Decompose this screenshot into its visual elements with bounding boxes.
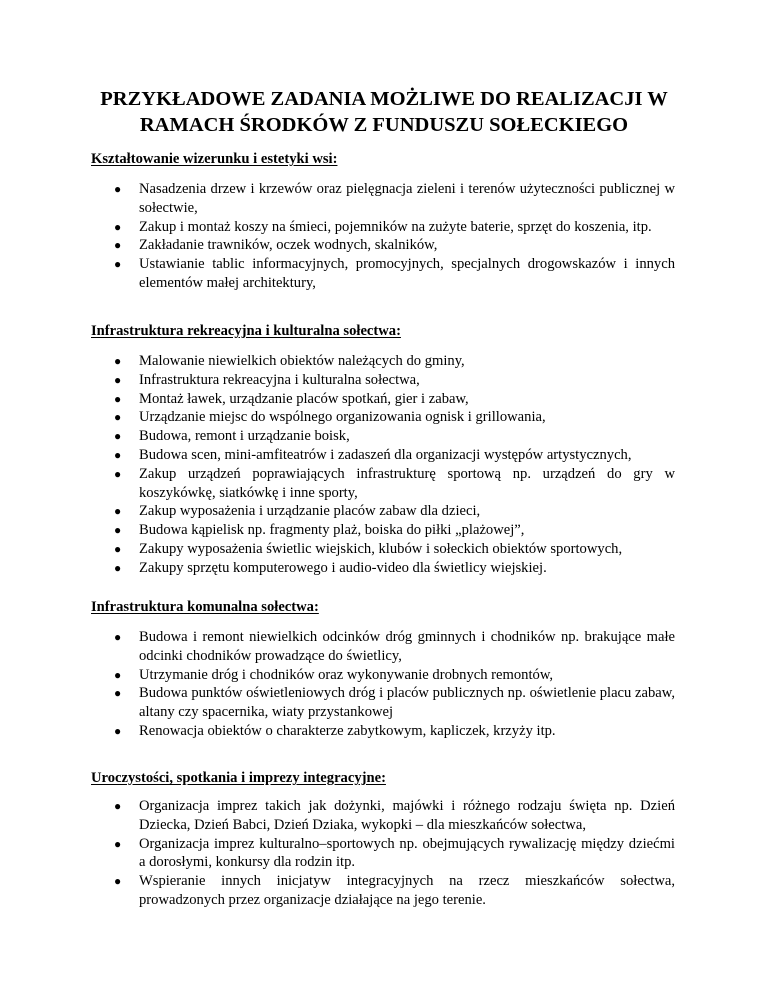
list-item: ● Montaż ławek, urządzanie placów spotkań, gier i zabaw, [114,390,469,407]
list-item: ● Budowa, remont i urządzanie boisk, [114,428,350,445]
list-item: ● Organizacja imprez takich jak dożynki, majówki i różnego rodzaju święta np. Dzień Dziecka, Dzień Babci, Dzień Dziaka, wykopki – dla mieszkańców sołectwa, [114,798,675,833]
bullet-icon: ● [114,723,122,738]
bullet-icon: ● [114,541,122,556]
list-item: ● Budowa i remont niewielkich odcinków dróg gminnych i chodników np. brakujące małe odcinki chodników prowadzące do świetlicy, [114,629,675,664]
bullet-icon: ● [114,391,122,406]
bullet-icon: ● [114,219,122,234]
bullet-icon: ● [114,410,122,425]
bullet-icon: ● [114,874,122,889]
list-item: ● Zakładanie trawników, oczek wodnych, skalników, [114,237,438,254]
bullet-icon: ● [114,447,122,462]
list-item: ● Budowa punktów oświetleniowych dróg i placów publicznych np. oświetlenie placu zabaw, altany czy spacernika, wiaty przystankowej [114,685,675,721]
bullet-icon: ● [114,667,122,682]
list-item: ● Renowacja obiektów o charakterze zabytkowym, kapliczek, krzyży itp. [114,722,556,739]
bullet-icon: ● [114,257,122,272]
list-item: ● Zakup wyposażenia i urządzanie placów zabaw dla dzieci, [114,503,481,520]
section-heading-rekreacja: Infrastruktura rekreacyjna i kulturalna sołectwa: [91,323,401,339]
bullet-icon: ● [114,354,122,368]
section-heading-wizerunek: Kształtowanie wizerunku i estetyki wsi: [91,151,338,167]
bullet-icon: ● [114,504,122,519]
bullet-icon: ● [114,686,122,701]
bullet-icon: ● [114,799,122,813]
bullet-icon: ● [114,238,122,253]
section-heading-uroczystosci: Uroczystości, spotkania i imprezy integracyjne: [91,770,386,786]
list-item: ● Budowa kąpielisk np. fragmenty plaż, boiska do piłki „plażowej”, [114,522,525,539]
list-item: ● Nasadzenia drzew i krzewów oraz pielęgnacja zieleni i terenów użyteczności publicznej w sołectwie, [114,181,675,216]
section-list-komunalna [0,628,675,741]
bullet-icon: ● [114,182,122,196]
list-item: ● Urządzanie miejsc do wspólnego organizowania ognisk i grillowania, [114,409,546,426]
list-item: ● Organizacja imprez kulturalno–sportowych np. obejmujących rywalizację między dziećmi a dorosłymi, konkursy dla rodzin itp. [114,835,675,871]
list-item: ● Infrastruktura rekreacyjna i kulturalna sołectwa, [114,371,420,388]
bullet-icon: ● [114,630,122,644]
list-item: ● Zakup urządzeń poprawiających infrastrukturę sportową np. urządzeń do gry w koszykówkę, siatkówkę i inne sporty, [114,465,675,501]
bullet-icon: ● [114,523,122,538]
section-list-wizerunek [0,180,675,293]
bullet-icon: ● [114,560,122,575]
list-item: ● Utrzymanie dróg i chodników oraz wykonywanie drobnych remontów, [114,666,554,683]
list-item: ● Wspieranie innych inicjatyw integracyjnych na rzecz mieszkańców sołectwa, prowadzonych przez organizacje działające na jego terenie. [114,873,675,908]
list-item: ● Zakup i montaż koszy na śmieci, pojemników na zużyte baterie, sprzęt do koszenia, itp. [114,218,652,235]
section-heading-komunalna: Infrastruktura komunalna sołectwa: [91,599,319,615]
bullet-icon: ● [114,836,122,851]
list-item: ● Budowa scen, mini-amfiteatrów i zadaszeń dla organizacji występów artystycznych, [114,446,632,463]
page-title: PRZYKŁADOWE ZADANIA MOŻLIWE DO REALIZACJI W RAMACH ŚRODKÓW Z FUNDUSZU SOŁECKIEGO [100,88,668,136]
section-list-rekreacja [0,352,675,578]
list-item: ● Zakupy sprzętu komputerowego i audio-video dla świetlicy wiejskiej. [114,559,547,576]
list-item: ● Zakupy wyposażenia świetlic wiejskich, klubów i sołeckich obiektów sportowych, [114,540,623,557]
list-item: ● Ustawianie tablic informacyjnych, promocyjnych, specjalnych drogowskazów i innych elementów małej architektury, [114,256,675,291]
bullet-icon: ● [114,466,122,481]
bullet-icon: ● [114,372,122,387]
section-list-uroczystosci [0,797,675,910]
bullet-icon: ● [114,429,122,444]
list-item: ● Malowanie niewielkich obiektów należących do gminy, [114,353,465,369]
